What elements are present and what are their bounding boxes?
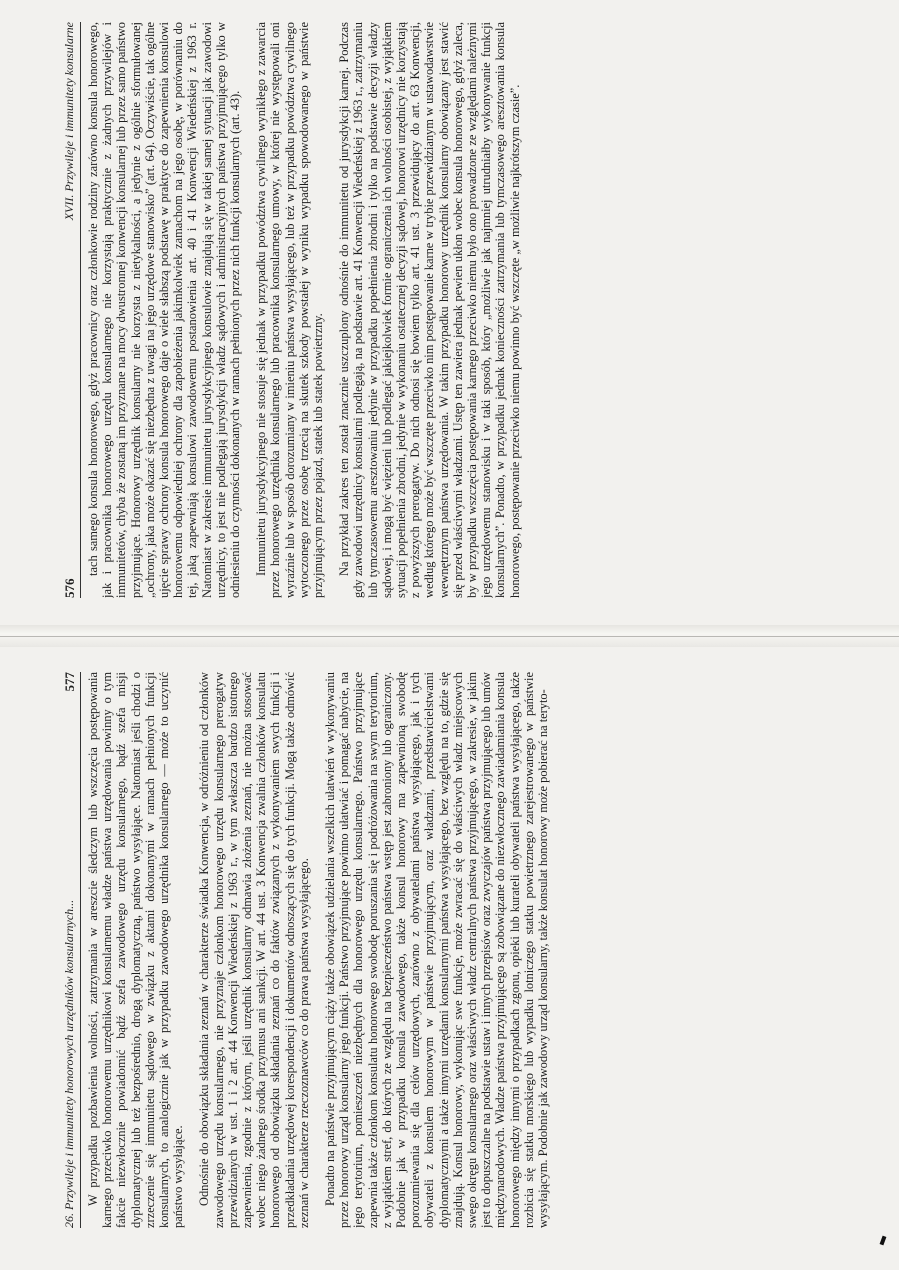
right-page-header [62, 672, 81, 1228]
left-page-content [0, 0, 899, 620]
left-page-text [86, 22, 879, 598]
running-head: XVII. Przywileje i immunitety konsularne [62, 22, 76, 221]
paragraph: Immunitetu jurysdykcyjnego nie stosuje się jednak w przypadku powództwa cywilnego wynikłego z zawarcia przez honorowego urzędnika konsularnego lub pracownika konsularnego umowy, w której nie występowali oni wyraźnie lub w sposób dorozumiany w imieniu państwa wysyłającego, lub też w przypadku powództwa cywilnego wytoczonego przez osobę trzecią na skutek szkody powstałej w wyniku wypadku spowodowanego w państwie przyjmującym przez pojazd, statek lub statek powietrzny. [254, 22, 326, 598]
paragraph: Odnośnie do obowiązku składania zeznań w charakterze świadka Konwencja, w odróżnieniu od członków zawodowego urzędu konsularnego, nie przyznaje członkom honorowego urzędu konsularnego prerogatyw przewidzianych w ust. 1 i 2 art. 44 Konwencji Wiedeńskiej z 1963 r., w tym zwłaszcza bardzo istotnego zapewnienia, zgodnie z którym, jeśli urzędnik konsularny odmawia złożenia zeznań, nie można stosować wobec niego żadnego środka przymusu ani sankcji. W art. 44 ust. 3 Konwencja zwalnia członków konsulatu honorowego od obowiązku składania zeznań co do faktów związanych z wykonywaniem swych funkcji i przedkładania urzędowej korespondencji i dokumentów odnoszących się do tych funkcji. Mogą także odmówić zeznań w charakterze rzeczoznawców co do prawa państwa wysyłającego. [197, 672, 311, 1228]
page-number: 576 [62, 578, 77, 598]
page-number: 577 [62, 672, 77, 692]
right-page-text [86, 672, 879, 1228]
right-page [0, 650, 899, 1270]
right-page-content [0, 650, 899, 1250]
page-fold [0, 636, 899, 637]
running-head: 26. Przywileje i immunitety honorowych urzędników konsularnych... [62, 899, 76, 1228]
paragraph: Na przykład zakres ten został znacznie uszczuplony odnośnie do immunitetu od jurysdykcji karnej. Podczas gdy zawodowi urzędnicy konsularni podlegają, na podstawie art. 41 Konwencji Wiedeńskiej z 1963 r., zatrzymaniu lub tymczasowemu aresztowaniu jedynie w przypadku popełnienia zbrodni i tylko na podstawie decyzji władzy sądowej, i mogą być więzieni lub podlegać jakiejkolwiek formie ograniczenia ich wolności osobistej, z wyjątkiem sytuacji popełnienia zbrodni, jedynie w wykonaniu ostatecznej decyzji sądowej, honorowi urzędnicy nie korzystają z powyższych prerogatyw. Do nich odnosi się bowiem tylko art. 41 ust. 3 przewidujący do art. 63 Konwencji, według którego może być wszczęte przeciwko nim postępowanie karne w trybie przewidzianym w ustawodawstwie wewnętrznym państwa urzędowania. W takim przypadku honorowy urzędnik konsularny obowiązany jest stawić się przed właściwymi władzami. Ustęp ten zawiera jednak pewien ukłon wobec konsula honorowego, gdyż zaleca, by w przypadku wszczęcia postępowania karnego przeciwko niemu było ono prowadzone ze względami należnymi jego urzędowemu stanowisku i w taki sposób, który „możliwie jak najmniej utrudniałby wykonywanie funkcji konsularnych”. Ponadto, w przypadku jednak konieczności zatrzymania lub tymczasowego aresztowania konsula honorowego, postępowanie przeciwko niemu powinno być wszczęte „w możliwie najkrótszym czasie”. [337, 22, 522, 598]
paragraph: tach samego konsula honorowego, gdyż pracownicy oraz członkowie rodziny zarówno konsula honorowego, jak i pracownika honorowego urzędu konsularnego nie korzystają praktycznie z żadnych przywilejów i immunitetów, chyba że zostaną im przyznane na mocy dwustronnej konwencji konsularnej lub przez samo państwo przyjmujące. Honorowy urzędnik konsularny nie korzysta z nietykalności, a jedynie z ogólnie sformułowanej „ochrony, jaka może okazać się niezbędna z uwagi na jego urzędowe stanowisko” (art. 64). Oczywiście, tak ogólne ujęcie sprawy ochrony konsula honorowego daje o wiele słabszą podstawę w praktyce do zapewnienia konsulowi honorowemu odpowiedniej ochrony dla zapobieżenia jakimkolwiek zamachom na jego osobę, w porównaniu do tej, jaką zapewniają konsulowi zawodowemu postanowienia art. 40 i 41 Konwencji Wiedeńskiej z 1963 r. Natomiast w zakresie immunitetu jurysdykcyjnego konsulowie znajdują się w takiej samej sytuacji jak zawodowi urzędnicy, to jest nie podlegają jurysdykcji władz sądowych i administracyjnych państwa przyjmującego tylko w odniesieniu do czynności dokonanych w ramach pełnionych przez nich funkcji konsularnych (art. 43). [86, 22, 243, 598]
paragraph: Ponadto na państwie przyjmującym ciąży także obowiązek udzielania wszelkich ułatwień w wykonywaniu przez honorowy urząd konsularny jego funkcji. Państwo przyjmujące powinno ułatwiać i pomagać nabycie, na jego terytorium, pomieszczeń niezbędnych dla honorowego urzędu konsularnego. Państwo przyjmujące zapewnia także członkom konsulatu honorowego swobodę poruszania się i podróżowania na swym terytorium, z wyjątkiem stref, do których ze względu na bezpieczeństwo państwa wstęp jest zabroniony lub ograniczony. Podobnie jak w przypadku konsula zawodowego, także konsul honorowy ma zapewnioną swobodę porozumiewania się dla celów urzędowych, zarówno z obywatelami państwa wysyłającego, jak i tych obywateli z konsulem honorowym w państwie przyjmującym, oraz władzami, przedstawicielstwami dyplomatycznymi a także innymi urzędami konsularnymi państwa wysyłającego, bez względu na to, gdzie się znajdują. Konsul honorowy, wykonując swe funkcje, może zwracać się do właściwych władz miejscowych swego okręgu konsularnego oraz właściwych władz centralnych państwa przyjmującego, w zakresie, w jakim jest to dopuszczalne na podstawie ustaw i innych przepisów oraz zwyczajów państwa przyjmującego lub umów międzynarodowych. Władze państwa przyjmującego są zobowiązane do niezwłocznego zawiadamiania konsula honorowego między innymi o przypadkach zgonu, opieki lub kurateli obywateli państwa wysyłającego, także rozbicia się statku morskiego lub wypadku lotniczego statku powietrznego zarejestrowanego w państwie wysyłającym. Podobnie jak zawodowy urząd konsularny, także konsulat honorowy może pobierać na teryto- [323, 672, 551, 1228]
left-page [0, 0, 899, 620]
left-page-header [62, 22, 81, 598]
paragraph: W przypadku pozbawienia wolności, zatrzymania w areszcie śledczym lub wszczęcia postępowania karnego przeciwko honorowemu urzędnikowi konsularnemu władze państwa urzędowania powinny o tym fakcie niezwłocznie powiadomić bądź szefa zawodowego urzędu konsularnego, bądź szefa misji dyplomatycznej lub też bezpośrednio, drogą dyplomatyczną, państwo wysyłające. Natomiast jeśli chodzi o zrzeczenie się immunitetu sądowego w związku z aktami dokonanymi w ramach pełnionych funkcji konsularnych, to analogicznie jak w przypadku zawodowego urzędnika konsularnego — może to uczynić państwo wysyłające. [86, 672, 186, 1228]
